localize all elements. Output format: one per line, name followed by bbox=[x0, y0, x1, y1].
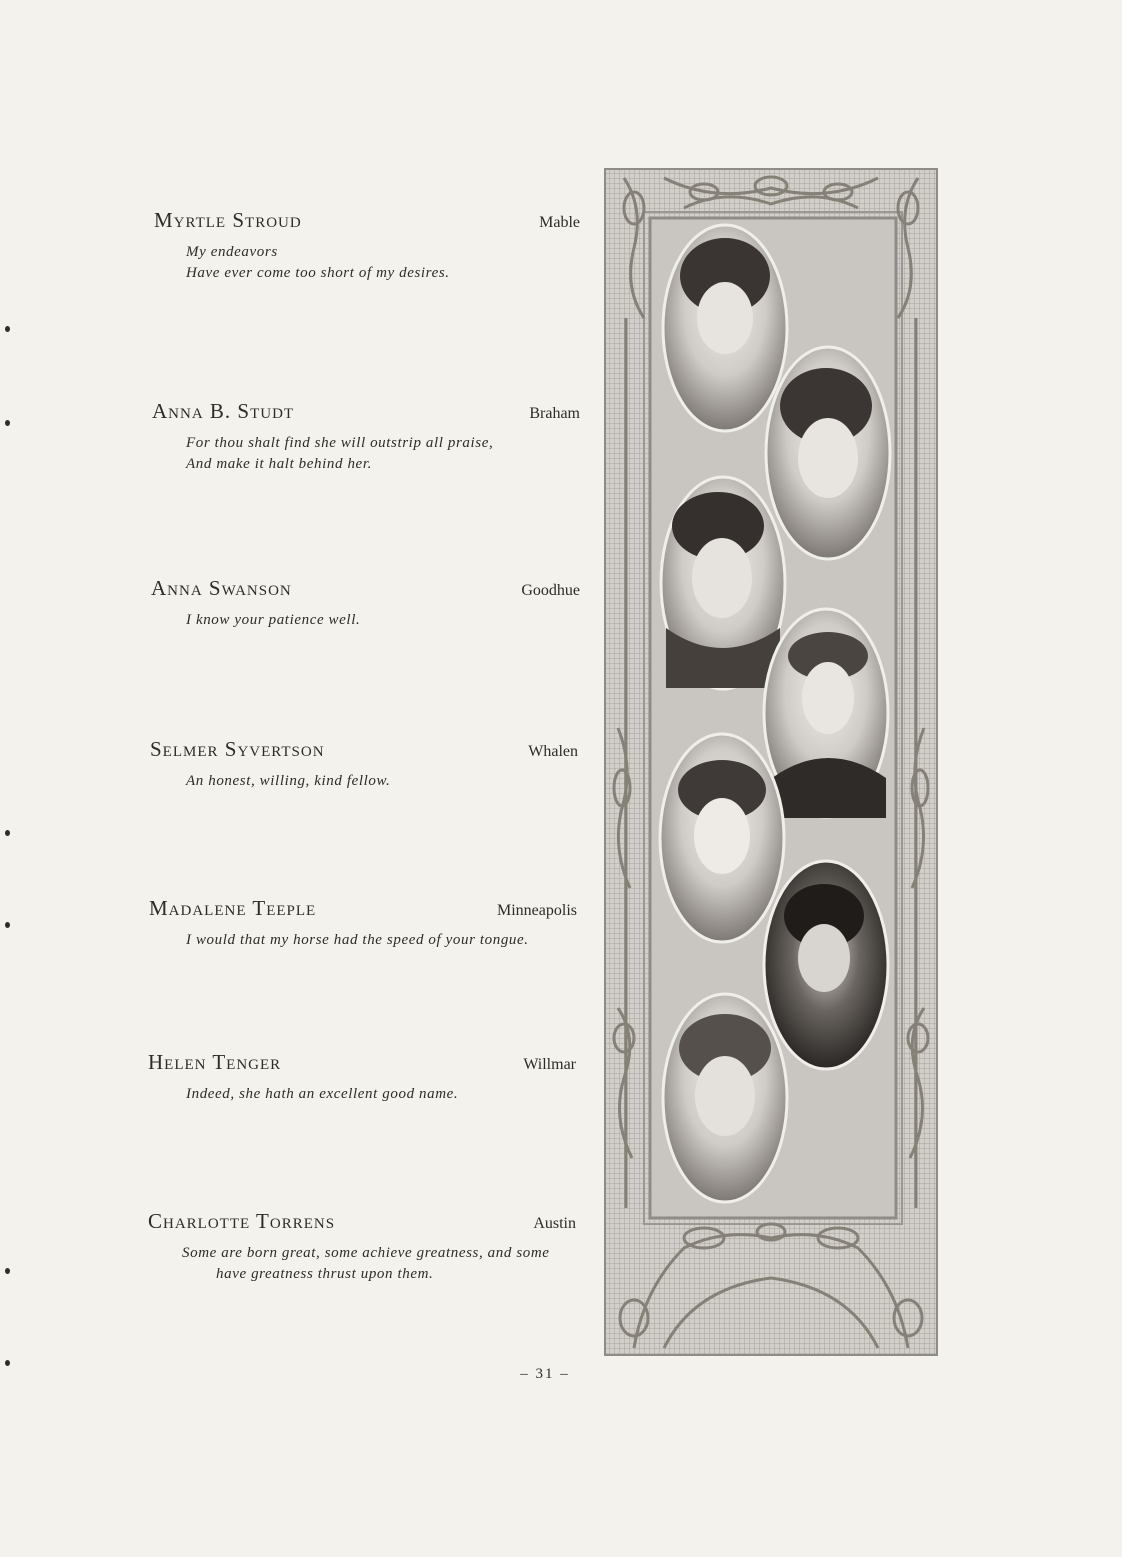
page-number: – 31 – bbox=[520, 1366, 570, 1382]
portrait-photo bbox=[766, 347, 890, 559]
student-name: Anna Swanson bbox=[151, 576, 292, 600]
student-name: Helen Tenger bbox=[148, 1050, 282, 1074]
student-quote bbox=[186, 771, 586, 792]
student-name: Madalene Teeple bbox=[149, 896, 317, 920]
student-name: Myrtle Stroud bbox=[154, 208, 302, 232]
student-quote bbox=[186, 242, 586, 284]
student-hometown: Mable bbox=[539, 214, 580, 231]
portrait-photo bbox=[663, 994, 787, 1202]
student-hometown: Goodhue bbox=[521, 582, 580, 599]
student-hometown: Austin bbox=[533, 1215, 576, 1232]
student-quote bbox=[186, 610, 586, 631]
student-name: Charlotte Torrens bbox=[148, 1209, 336, 1233]
margin-dot bbox=[5, 1268, 10, 1274]
quote-line: Indeed, she hath an excellent good name. bbox=[186, 1086, 459, 1102]
quote-line: Some are born great, some achieve greatness, and some bbox=[182, 1245, 550, 1261]
student-hometown: Minneapolis bbox=[497, 902, 577, 919]
student-hometown: Braham bbox=[529, 405, 580, 422]
quote-line: I would that my horse had the speed of your tongue. bbox=[186, 932, 529, 948]
student-quote bbox=[186, 433, 586, 475]
portrait-photo bbox=[764, 609, 888, 818]
margin-dot bbox=[5, 420, 10, 426]
ornamental-border bbox=[604, 168, 938, 1356]
student-quote bbox=[182, 1243, 582, 1285]
portrait-photo bbox=[660, 734, 784, 942]
quote-line: An honest, willing, kind fellow. bbox=[186, 773, 391, 789]
quote-line: And make it halt behind her. bbox=[186, 456, 372, 472]
quote-line: have greatness thrust upon them. bbox=[216, 1266, 434, 1282]
student-quote bbox=[186, 1084, 586, 1105]
student-hometown: Willmar bbox=[523, 1056, 576, 1073]
portrait-photo bbox=[764, 861, 888, 1069]
portrait-photo bbox=[663, 225, 787, 431]
margin-dot bbox=[5, 922, 10, 928]
student-name: Anna B. Studt bbox=[152, 399, 295, 423]
margin-dot bbox=[5, 326, 10, 332]
student-name: Selmer Syvertson bbox=[150, 737, 325, 761]
student-quote bbox=[186, 930, 586, 951]
quote-line: My endeavors bbox=[186, 244, 278, 260]
quote-line: I know your patience well. bbox=[186, 612, 361, 628]
portrait-photo bbox=[661, 477, 785, 689]
margin-dot bbox=[5, 830, 10, 836]
quote-line: For thou shalt find she will outstrip all praise, bbox=[186, 435, 494, 451]
student-hometown: Whalen bbox=[528, 743, 578, 760]
portrait-panel bbox=[604, 168, 938, 1356]
quote-line: Have ever come too short of my desires. bbox=[186, 265, 450, 281]
